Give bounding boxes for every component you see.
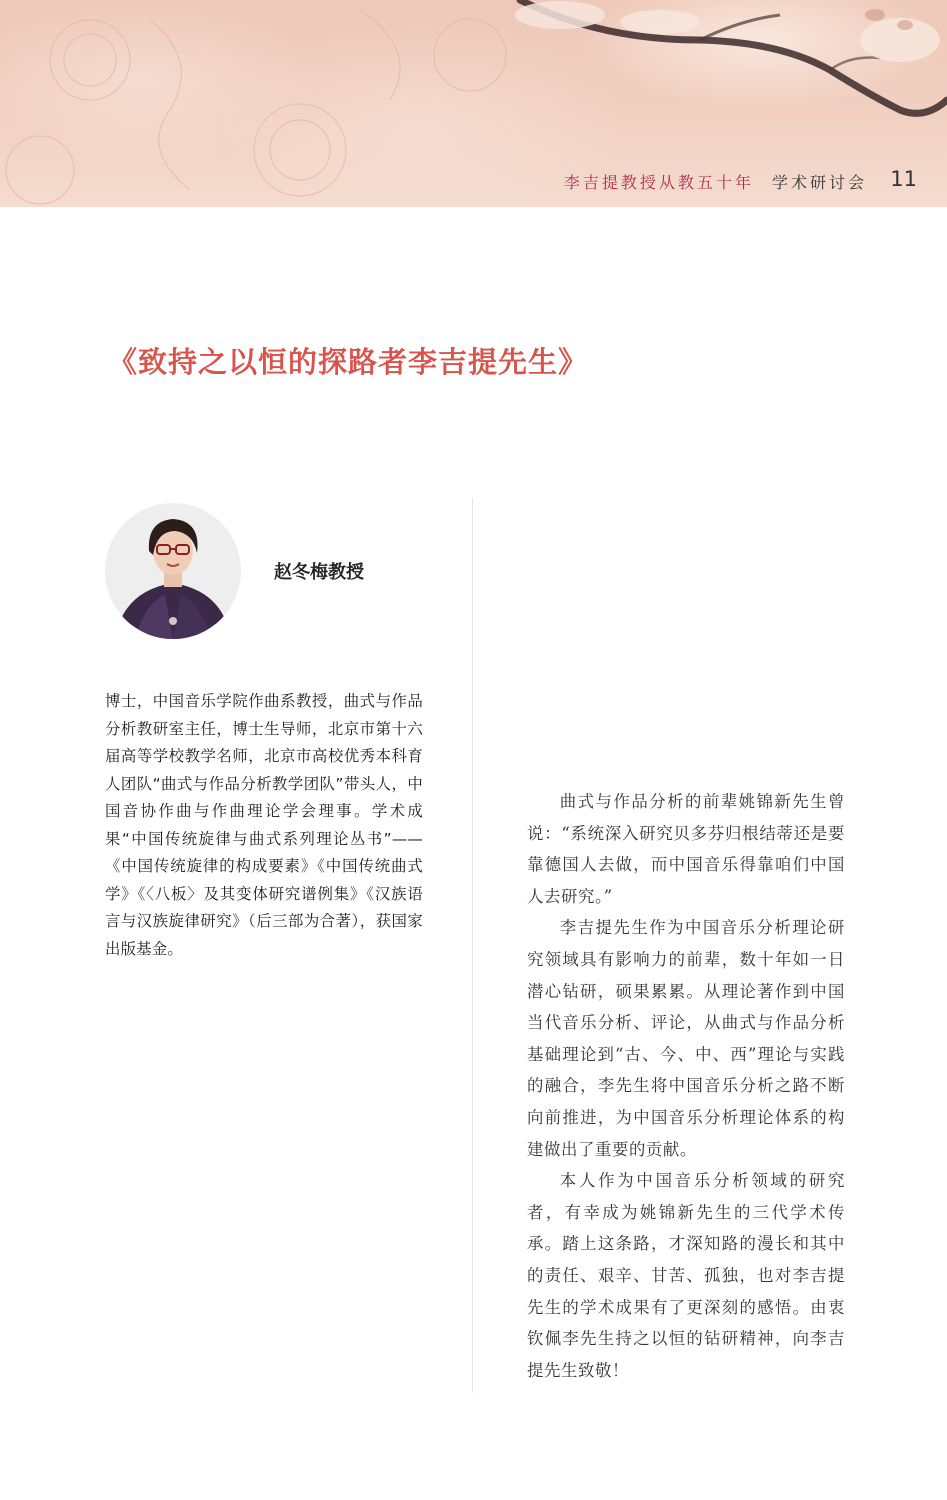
article-title: 《致持之以恒的探路者李吉提先生》 (108, 345, 589, 379)
event-name: 李吉提教授从教五十年 (563, 173, 754, 192)
paragraph: 本人作为中国音乐分析领域的研究者，有幸成为姚锦新先生的三代学术传承。踏上这条路，才深知路的漫长和其中的责任、艰辛、甘苦、孤独，也对李吉提先生的学术成果有了更深刻的感悟。由衷钦佩李先生持之以恒的钻研精神，向李吉提先生致敬！ (527, 1171, 845, 1380)
running-head (564, 170, 867, 193)
header-banner (0, 0, 947, 207)
paragraph: 曲式与作品分析的前辈姚锦新先生曾说：“系统深入研究贝多芬归根结蒂还是要靠德国人去做，而中国音乐得靠咱们中国人去研究。” (527, 792, 845, 906)
author-bio-text: 博士，中国音乐学院作曲系教授，曲式与作品分析教研室主任，博士生导师，北京市第十六届高等学校教学名师，北京市高校优秀本科育人团队“曲式与作品分析教学团队”带头人，中国音协作曲与作曲理论学会理事。学术成果“中国传统旋律与曲式系列理论丛书”——《中国传统旋律的构成要素》《中国传统曲式学》《〈八板〉及其变体研究谱例集》《汉族语言与汉族旋律研究》（后三部为合著），获国家出版基金。 (105, 692, 423, 958)
author-portrait (105, 503, 241, 639)
paragraph: 李吉提先生作为中国音乐分析理论研究领域具有影响力的前辈，数十年如一日潜心钻研，硕果累累。从理论著作到中国当代音乐分析、评论，从曲式与作品分析基础理论到“古、今、中、西”理论与实践的融合，李先生将中国音乐分析之路不断向前推进，为中国音乐分析理论体系的构建做出了重要的贡献。 (527, 918, 845, 1159)
event-type: 学术研讨会 (771, 173, 867, 192)
author-avatar (105, 503, 241, 639)
author-bio (105, 688, 423, 963)
article-body (527, 786, 845, 1386)
page-number: 11 (890, 167, 917, 191)
author-name: 赵冬梅教授 (274, 562, 364, 583)
column-divider (472, 498, 473, 1393)
